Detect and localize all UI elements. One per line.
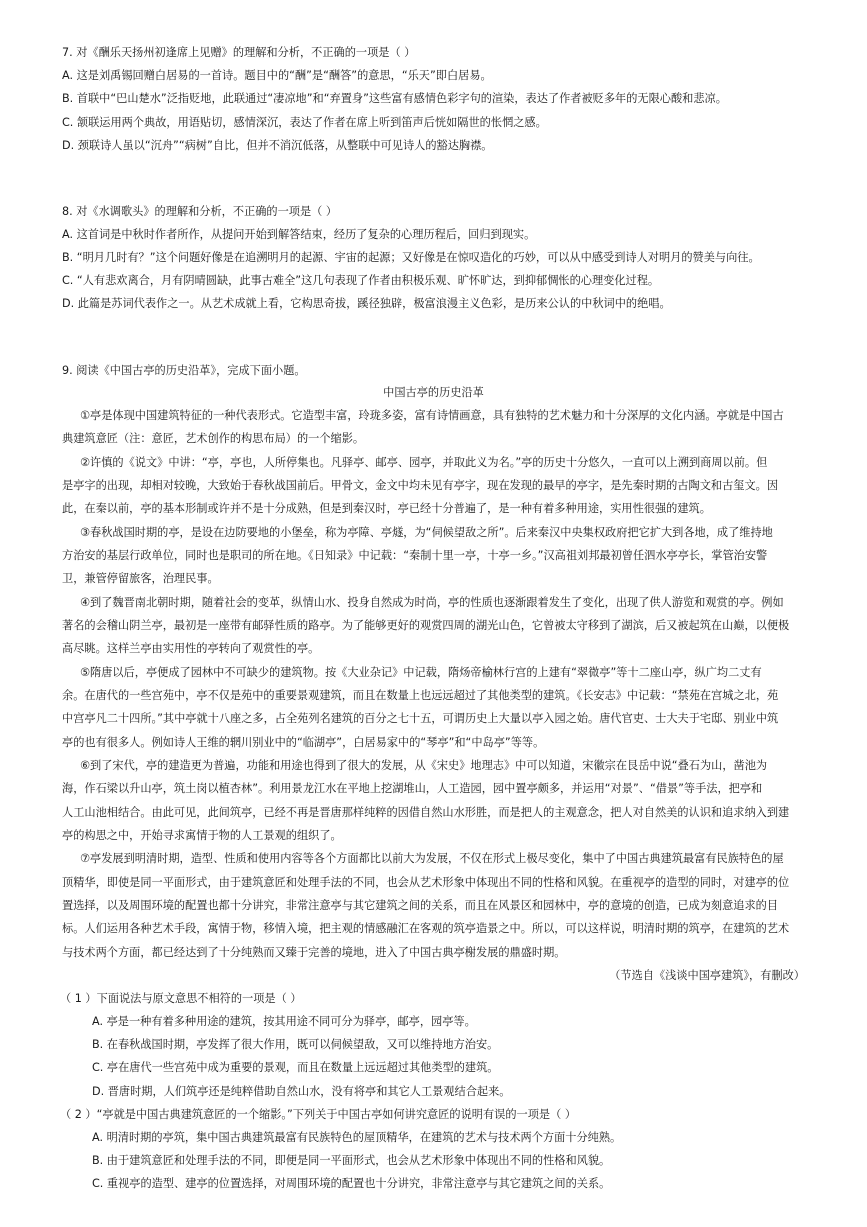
- sub-question-2-option-b: B. 由于建筑意匠和处理手法的不同，即便是同一平面形式，也会从艺术形象中体现出不同的性格和风貌。: [92, 1154, 611, 1167]
- article-line: ⑥到了宋代，亭的建造更为普遍，功能和用途也得到了很大的发展，从《宋史》地理志》中可以知道，宋徽宗在艮岳中说“叠石为山，凿池为: [80, 759, 768, 772]
- article-line: 余。在唐代的一些宫苑中，亭不仅是苑中的重要景观建筑，而且在数量上也远远超过了其他类型的建筑。《长安志》中记载：“禁苑在宫城之北，苑: [62, 689, 779, 702]
- article-line: 方治安的基层行政单位，同时也是职司的所在地。《日知录》中记载：“秦制十里一亭，十亭一乡。”汉高祖刘邦最初曾任泗水亭亭长，掌管治安警: [62, 549, 768, 562]
- article-title: 中国古亭的历史沿革: [383, 386, 484, 399]
- article-line: 著名的会稽山阴兰亭，最初是一座带有邮驿性质的路亭。为了能够更好的观赏四周的湖光山色，它曾被太守移到了湖滨，后又被起筑在山巅，以便极: [62, 619, 790, 632]
- question-7-option-d: D. 颈联诗人虽以“沉舟”“病树”自比，但并不消沉低落，从整联中可见诗人的豁达胸襟。: [62, 139, 493, 152]
- question-7-option-c: C. 颔联运用两个典故，用语贴切，感情深沉，表达了作者在席上听到笛声后恍如隔世的怅惘之感。: [62, 116, 547, 129]
- article-line: ②许慎的《说文》中讲：“亭，亭也，人所停集也。凡驿亭、邮亭、园亭，并取此义为名。”亭的历史十分悠久，一直可以上溯到商周以前。但: [80, 456, 768, 469]
- article-line: ①亭是体现中国建筑特征的一种代表形式。它造型丰富，玲珑多姿，富有诗情画意，具有独特的艺术魅力和十分深厚的文化内涵。亭就是中国古: [80, 409, 784, 422]
- article-line: 典建筑意匠（注：意匠，艺术创作的构思布局）的一个缩影。: [62, 432, 365, 445]
- question-8-stem: 8. 对《水调歌头》的理解和分析，不正确的一项是（ ）: [62, 205, 338, 218]
- sub-question-1-stem: （ 1 ）下面说法与原文意思不相符的一项是（ ）: [60, 992, 302, 1005]
- question-7-option-b: B. 首联中“巴山楚水”泛指贬地，此联通过“凄凉地”和“弃置身”这些富有感情色彩字句的渲染，表达了作者被贬多年的无限心酸和悲凉。: [62, 92, 727, 105]
- sub-question-2-stem: （ 2 ）“亭就是中国古典建筑意匠的一个缩影。”下列关于中国古亭如何讲究意匠的说明有误的一项是（ ）: [60, 1108, 577, 1121]
- article-line: 此，在秦以前，亭的基本形制或许并不是十分成熟，但是到秦汉时，亭已经十分普遍了，是一种有着多种用途，实用性很强的建筑。: [62, 502, 711, 515]
- article-line: ③春秋战国时期的亭，是设在边防要地的小堡垒，称为亭障、亭燧，为“伺候望敌之所”。后来秦汉中央集权政府把它扩大到各地，成了维持地: [80, 526, 773, 539]
- question-8-option-c: C. “人有悲欢离合，月有阴晴圆缺，此事古难全”这几句表现了作者由积极乐观、旷怀旷达，到抑郁惆怅的心理变化过程。: [62, 274, 660, 287]
- article-line: 卫，兼管停留旅客，治理民事。: [62, 572, 219, 585]
- article-line: 中宫亭凡二十四所。”其中亭就十八座之多，占全苑列名建筑的百分之七十五，可谓历史上大量以亭入园之始。唐代官吏、士大夫于宅邸、别业中筑: [62, 712, 779, 725]
- question-7-option-a: A. 这是刘禹锡回赠白居易的一首诗。题目中的“酬”是“酬答”的意思，“乐天”即白居易。: [62, 69, 492, 82]
- article-line: ⑦亭发展到明清时期，造型、性质和使用内容等各个方面都比以前大为发展，不仅在形式上极尽变化，集中了中国古典建筑最富有民族特色的屋: [80, 852, 784, 865]
- article-line: 是亭字的出现，却相对较晚，大致始于春秋战国前后。甲骨文，金文中均未见有亭字，现在发现的最早的亭字，是先秦时期的古陶文和古玺文。因: [62, 479, 779, 492]
- article-line: 人工山池相结合。由此可见，此间筑亭，已经不再是晋唐那样纯粹的因借自然山水形胜，而是把人的主观意念，把人对自然美的认识和追求纳入到建: [62, 806, 790, 819]
- article-source: （节选自《浅谈中国亭建筑》，有删改）: [609, 969, 805, 982]
- sub-question-1-option-c: C. 亭在唐代一些宫苑中成为重要的景观，而且在数量上远远超过其他类型的建筑。: [92, 1061, 499, 1074]
- sub-question-1-option-d: D. 晋唐时期，人们筑亭还是纯粹借助自然山水，没有将亭和其它人工景观结合起来。: [92, 1085, 511, 1098]
- article-line: ④到了魏晋南北朝时期，随着社会的变革，纵情山水、投身自然成为时尚，亭的性质也逐渐跟着发生了变化，出现了供人游览和观赏的亭。例如: [80, 596, 784, 609]
- sub-question-1-option-b: B. 在春秋战国时期，亭发挥了很大作用，既可以伺候望敌，又可以维持地方治安。: [92, 1038, 499, 1051]
- sub-question-2-option-a: A. 明清时期的亭筑，集中国古典建筑最富有民族特色的屋顶精华，在建筑的艺术与技术两个方面十分纯熟。: [92, 1131, 622, 1144]
- article-line: 亭的也有很多人。例如诗人王维的辋川别业中的“临湖亭”，白居易家中的“琴亭”和“中岛亭”等等。: [62, 736, 545, 749]
- sub-question-1-option-a: A. 亭是一种有着多种用途的建筑，按其用途不同可分为驿亭，邮亭，园亭等。: [92, 1015, 476, 1028]
- sub-question-2-option-c: C. 重视亭的造型、建亭的位置选择，对周围环境的配置也十分讲究，非常注意亭与其它建筑之间的关系。: [92, 1177, 611, 1190]
- article-line: 高尽眺。这样兰亭由实用性的亭转向了观赏性的亭。: [62, 642, 320, 655]
- article-line: 与技术两个方面，都已经达到了十分纯熟而又臻于完善的境地，进入了中国古典亭榭发展的鼎盛时期。: [62, 946, 566, 959]
- question-7-stem: 7. 对《酬乐天扬州初逢席上见赠》的理解和分析，不正确的一项是（ ）: [62, 46, 416, 59]
- article-line: 海，作石梁以升山亭，筑土岗以植杏林”。利用景龙江水在平地上挖湖堆山，人工造园，园中置亭颇多，并运用“对景”、“借景”等手法，把亭和: [62, 782, 763, 795]
- question-8-option-d: D. 此篇是苏词代表作之一。从艺术成就上看，它构思奇拔，蹊径独辟，极富浪漫主义色彩，是历来公认的中秋词中的绝唱。: [62, 297, 671, 310]
- article-line: ⑤隋唐以后，亭便成了园林中不可缺少的建筑物。按《大业杂记》中记载，隋炀帝榆林行宫的上建有“翠微亭”等十二座山亭，纵广均二丈有: [80, 666, 762, 679]
- article-line: 标。人们运用各种艺术手段，寓情于物，移情入境，把主观的情感融汇在客观的筑亭造景之中。所以，可以这样说，明清时期的筑亭，在建筑的艺术: [62, 922, 790, 935]
- question-8-option-a: A. 这首词是中秋时作者所作，从提问开始到解答结束，经历了复杂的心理历程后，回归到现实。: [62, 228, 536, 241]
- question-9-stem: 9. 阅读《中国古亭的历史沿革》，完成下面小题。: [62, 364, 306, 377]
- article-line: 顶精华，即使是同一平面形式，由于建筑意匠和处理手法的不同，也会从艺术形象中体现出不同的性格和风貌。在重视亭的造型的同时，对建亭的位: [62, 876, 790, 889]
- article-line: 置选择，以及周围环境的配置也都十分讲究，非常注意亭与其它建筑之间的关系，而且在风景区和园林中，亭的意境的创造，已成为刻意追求的目: [62, 899, 779, 912]
- article-line: 亭的构思之中，开始寻求寓情于物的人工景观的组织了。: [62, 829, 342, 842]
- question-8-option-b: B. “明月几时有？”这个问题好像是在追溯明月的起源、宇宙的起源；又好像是在惊叹造化的巧妙，可以从中感受到诗人对明月的赞美与向往。: [62, 251, 760, 264]
